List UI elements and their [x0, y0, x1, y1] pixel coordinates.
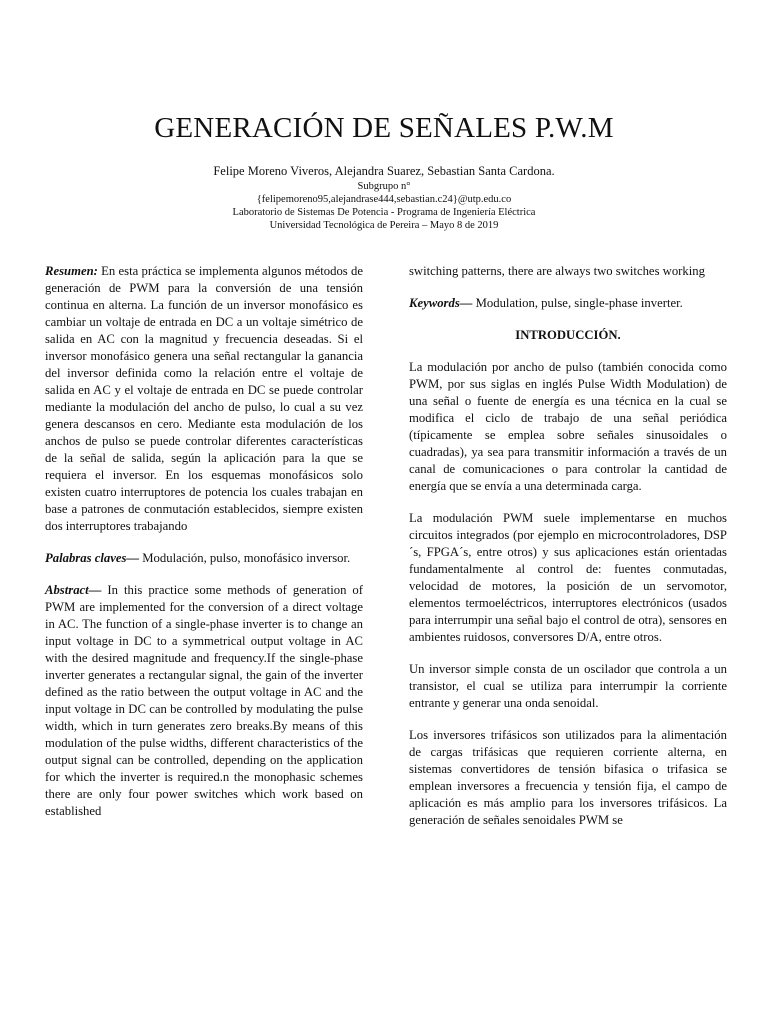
palabras-text: Modulación, pulso, monofásico inversor. — [139, 551, 351, 565]
right-column — [409, 263, 727, 844]
intro-paragraph-1: La modulación por ancho de pulso (también conocida como PWM, por sus siglas en inglés Pulse Width Modulation) de una señal o fuente de energía es una técnica en la cual se modifica el ciclo de trabajo de una señal periódica (típicamente se emplea sobre señales sinusoidales o cuadradas), ya sea para transmitir información a través de un canal de comunicaciones o para controlar la cantidad de energía que se envía a una determinada carga. — [409, 360, 727, 493]
abstract-label: Abstract— — [45, 583, 102, 597]
intro-heading: INTRODUCCIÓN. — [515, 328, 621, 342]
abstract-continuation: switching patterns, there are always two switches working — [409, 264, 705, 278]
emails: {felipemoreno95,alejandrase444,sebastian.c24}@utp.edu.co — [256, 194, 512, 205]
keywords-text: Modulation, pulse, single-phase inverter. — [472, 296, 683, 310]
left-column — [45, 263, 363, 835]
intro-paragraph-4: Los inversores trifásicos son utilizados para la alimentación de cargas trifásicas que requieren corriente alterna, en sistemas convertidores de tensión bifasica o trifasica se emplean inversores a frecuencia y tensión fija, el campo de aplicación es más amplio para los inversores trifásicos. La generación de señales senoidales PWM se — [409, 728, 727, 827]
abstract-paragraph — [45, 582, 363, 820]
abstract-text: In this practice some methods of generation of PWM are implemented for the conversion of a direct voltage in AC. The function of a single-phase inverter is to change an input voltage in DC to a symmetrical output voltage in AC with the desired magnitude and frequency.If the single-phase inverter generates a rectangular signal, the gain of the inverter defined as the ratio between the output voltage in AC and the input voltage in DC can be controlled by modulating the pulse width, which in turn generates zero breaks.By means of this modulation of the pulse widths, different characteristics of the output signal can be controlled, depending on the application for which the inverter is required.n the monophasic schemes there are only four power switches which work based on established — [45, 583, 363, 818]
intro-paragraph-3: Un inversor simple consta de un oscilador que controla a un transistor, el cual se utiliza para interrumpir la corriente entrante y generar una onda senoidal. — [409, 662, 727, 710]
palabras-label: Palabras claves— — [45, 551, 140, 565]
authors: Felipe Moreno Viveros, Alejandra Suarez, Sebastian Santa Cardona. — [213, 164, 555, 178]
resumen-paragraph — [45, 263, 363, 535]
keywords-paragraph — [409, 295, 727, 312]
palabras-paragraph — [45, 550, 363, 567]
keywords-label: Keywords— — [409, 296, 473, 310]
paper-title: GENERACIÓN DE SEÑALES P.W.M — [154, 112, 614, 144]
subgroup: Subgrupo n° — [357, 181, 411, 192]
laboratory: Laboratorio de Sistemas De Potencia - Programa de Ingeniería Eléctrica — [232, 207, 536, 218]
intro-paragraph-2: La modulación PWM suele implementarse en muchos circuitos integrados (por ejemplo en microcontroladores, DSP´s, FPGA´s, entre otros) y sus aplicaciones están orientadas fundamentalmente al control de: fuentes conmutadas, velocidad de motores, la posición de un servomotor, elementos termoeléctricos, interruptores electrónicos (usados para interrumpir una señal bajo el control de otra), sensores en ambientes ruidosos, conversores D/A, entre otros. — [409, 511, 727, 644]
resumen-text: En esta práctica se implementa algunos métodos de generación de PWM para la conversión de una tensión continua en alterna. La función de un inversor monofásico es cambiar un voltaje de entrada en DC a un voltaje simétrico de salida en AC con la magnitud y frecuencia deseadas. Si el inversor monofásico genera una señal rectangular la ganancia del inversor definida como la relación entre el voltaje de salida en AC y el voltaje de entrada en DC se puede controlar mediante la modulación del ancho de pulso, lo cual a su vez genera descansos en cero. Mediante esta modulación de los anchos de pulso se puede controlar diferentes características de la señal de salida, según la aplicación para la que se requiera el inversor. En los esquemas monofásicos solo existen cuatro interruptores de potencia los cuales trabajan en base a patrones de conmutación establecidos, siempre existen dos interruptores trabajando — [45, 264, 363, 533]
author-block — [0, 163, 768, 232]
university-date: Universidad Tecnológica de Pereira – Mayo 8 de 2019 — [269, 220, 499, 231]
resumen-label: Resumen: — [45, 264, 98, 278]
